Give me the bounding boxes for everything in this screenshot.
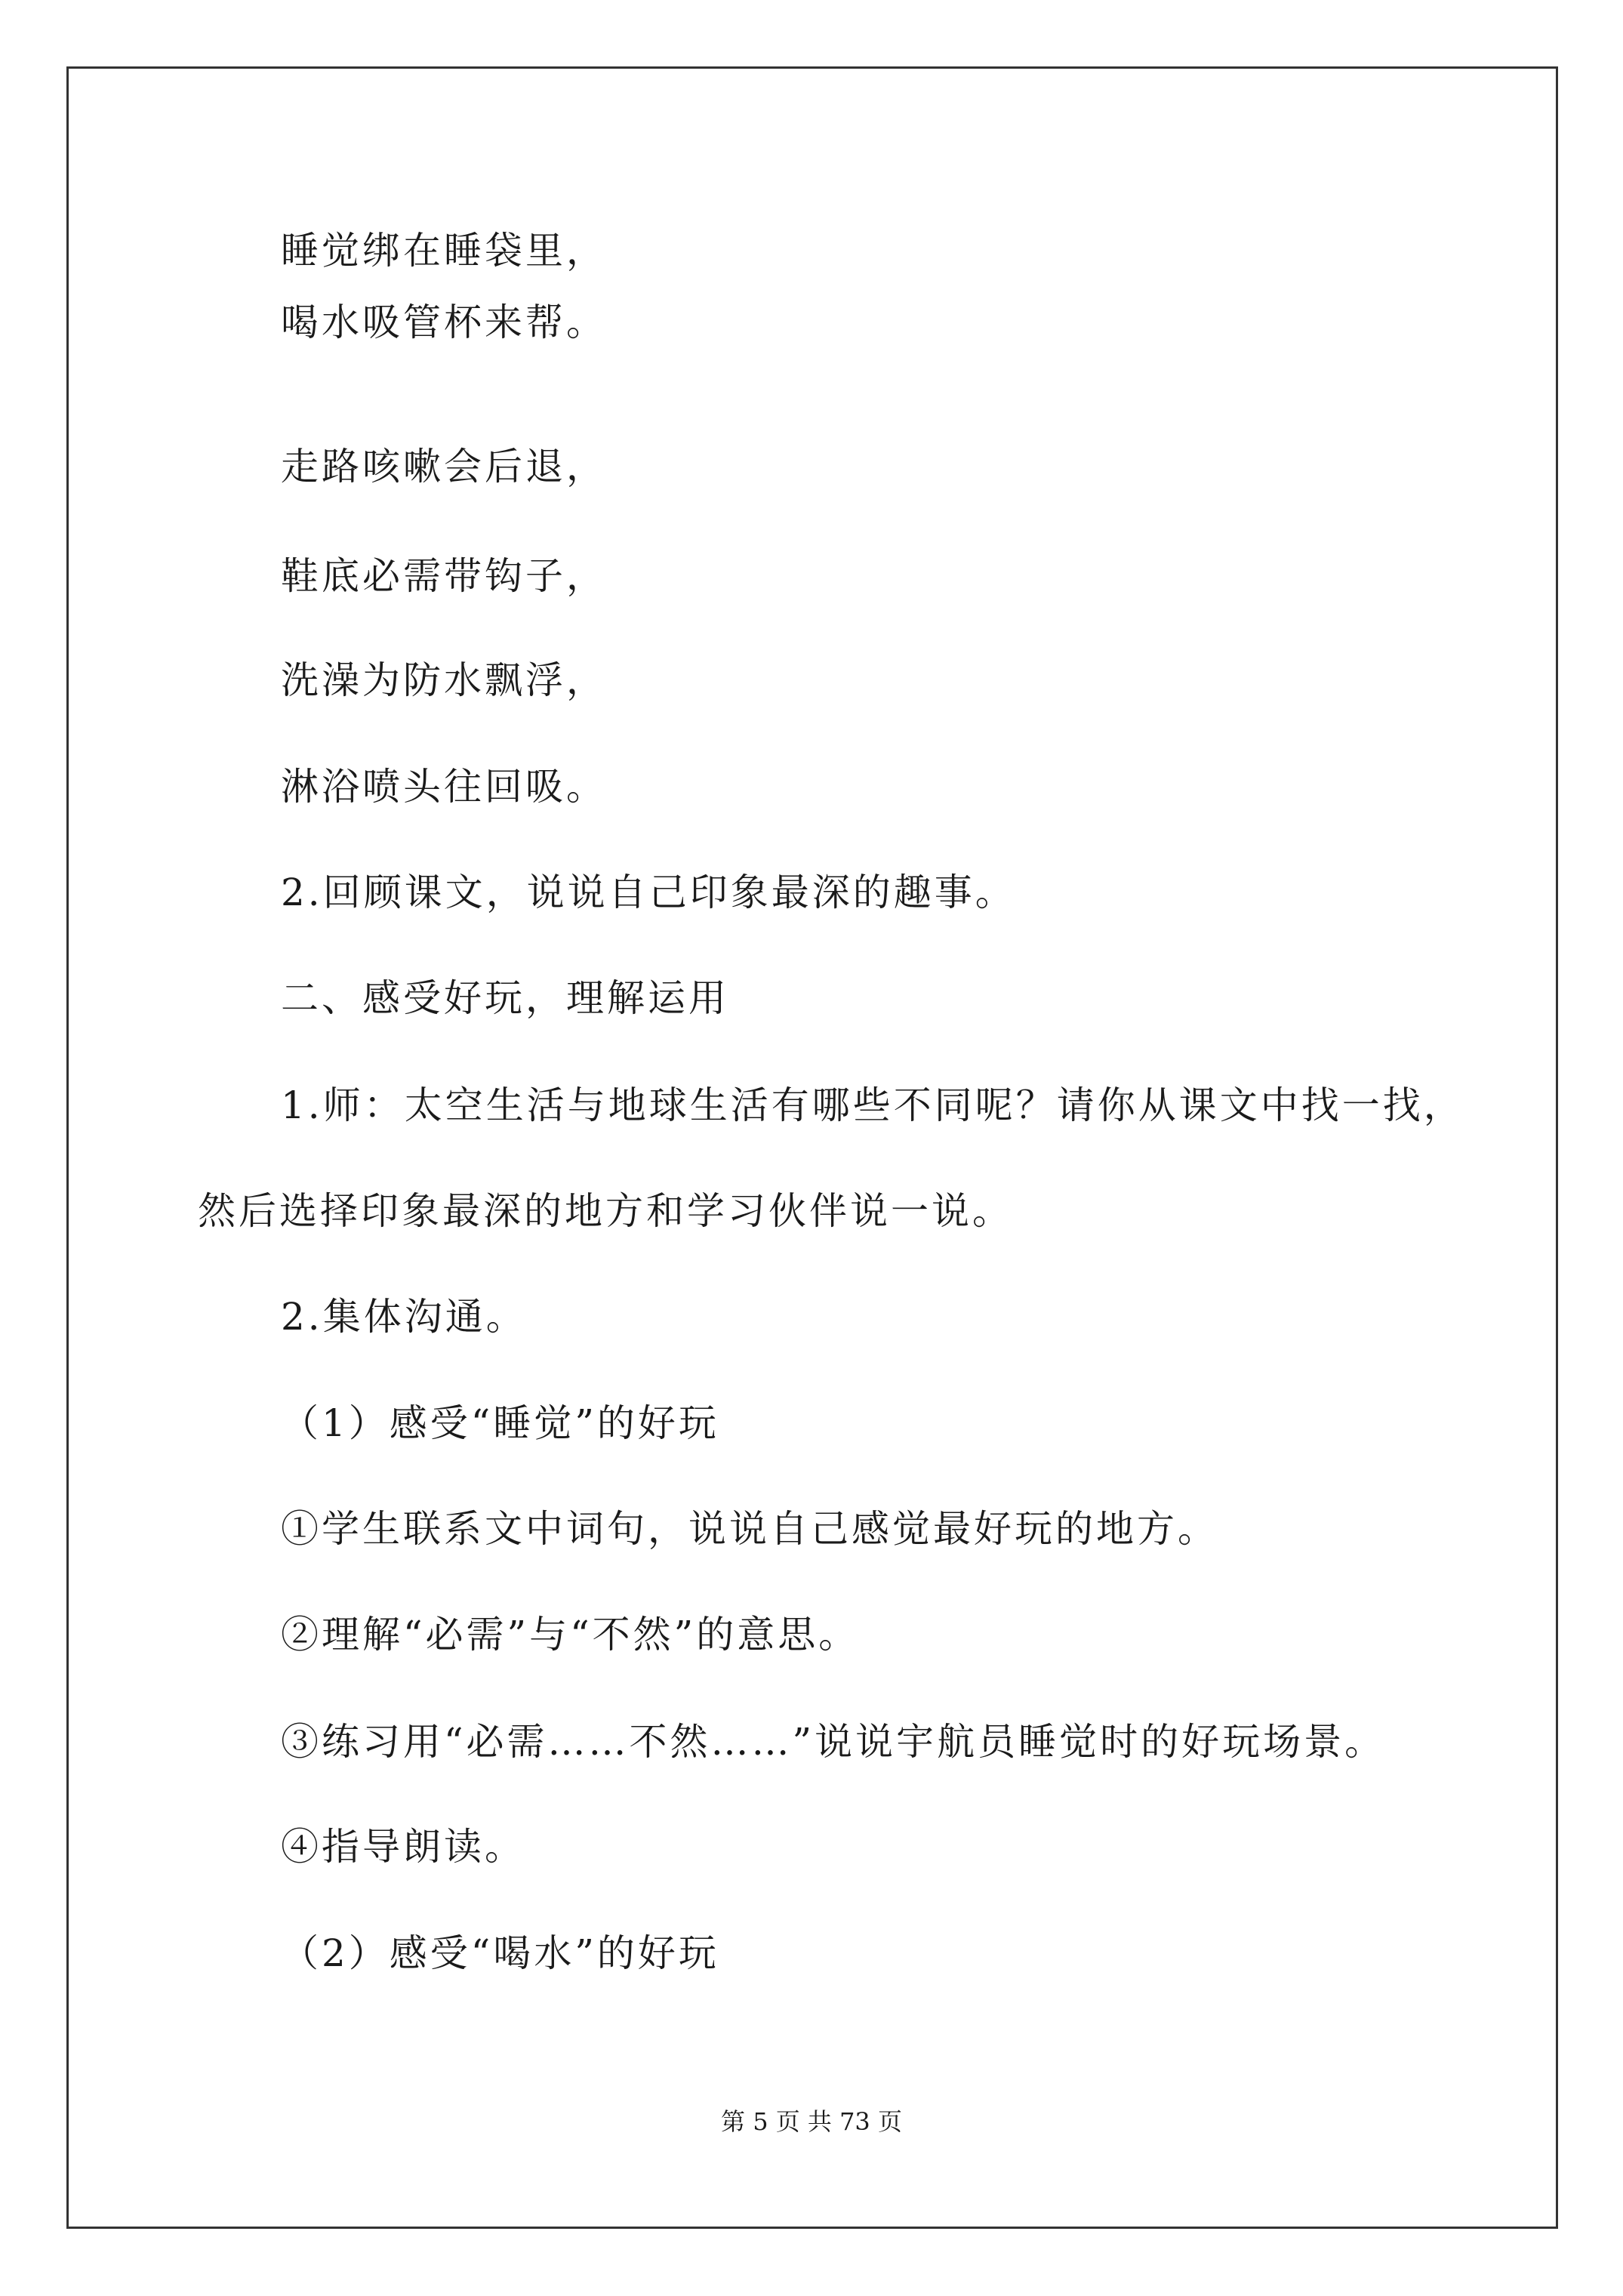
text-line: 喝水吸管杯来帮。 bbox=[281, 300, 607, 344]
text-line: 然后选择印象最深的地方和学习伙伴说一说。 bbox=[198, 1189, 1013, 1233]
sub-heading: （1）感受“睡觉”的好玩 bbox=[281, 1401, 719, 1445]
text-line: 1.师：太空生活与地球生活有哪些不同呢？请你从课文中找一找， bbox=[281, 1083, 1464, 1127]
page-number-footer: 第 5 页 共 73 页 bbox=[721, 2107, 902, 2136]
section-heading: 二、感受好玩，理解运用 bbox=[281, 976, 729, 1020]
text-line: ④指导朗读。 bbox=[281, 1825, 525, 1869]
text-line: 走路咳嗽会后退， bbox=[281, 445, 607, 488]
text-line: 睡觉绑在睡袋里， bbox=[281, 229, 607, 273]
text-line: ②理解“必需”与“不然”的意思。 bbox=[281, 1613, 860, 1657]
text-line: 洗澡为防水飘浮， bbox=[281, 658, 607, 702]
page-border bbox=[66, 66, 1558, 2229]
text-line: ①学生联系文中词句，说说自己感觉最好玩的地方。 bbox=[281, 1507, 1218, 1551]
text-line: 鞋底必需带钩子， bbox=[281, 554, 607, 598]
text-line: ③练习用“必需……不然……”说说宇航员睡觉时的好玩场景。 bbox=[281, 1720, 1386, 1764]
text-line: 淋浴喷头往回吸。 bbox=[281, 765, 607, 809]
sub-heading: （2）感受“喝水”的好玩 bbox=[281, 1931, 719, 1975]
text-line: 2.回顾课文，说说自己印象最深的趣事。 bbox=[281, 871, 1016, 914]
text-line: 2.集体沟通。 bbox=[281, 1295, 527, 1339]
